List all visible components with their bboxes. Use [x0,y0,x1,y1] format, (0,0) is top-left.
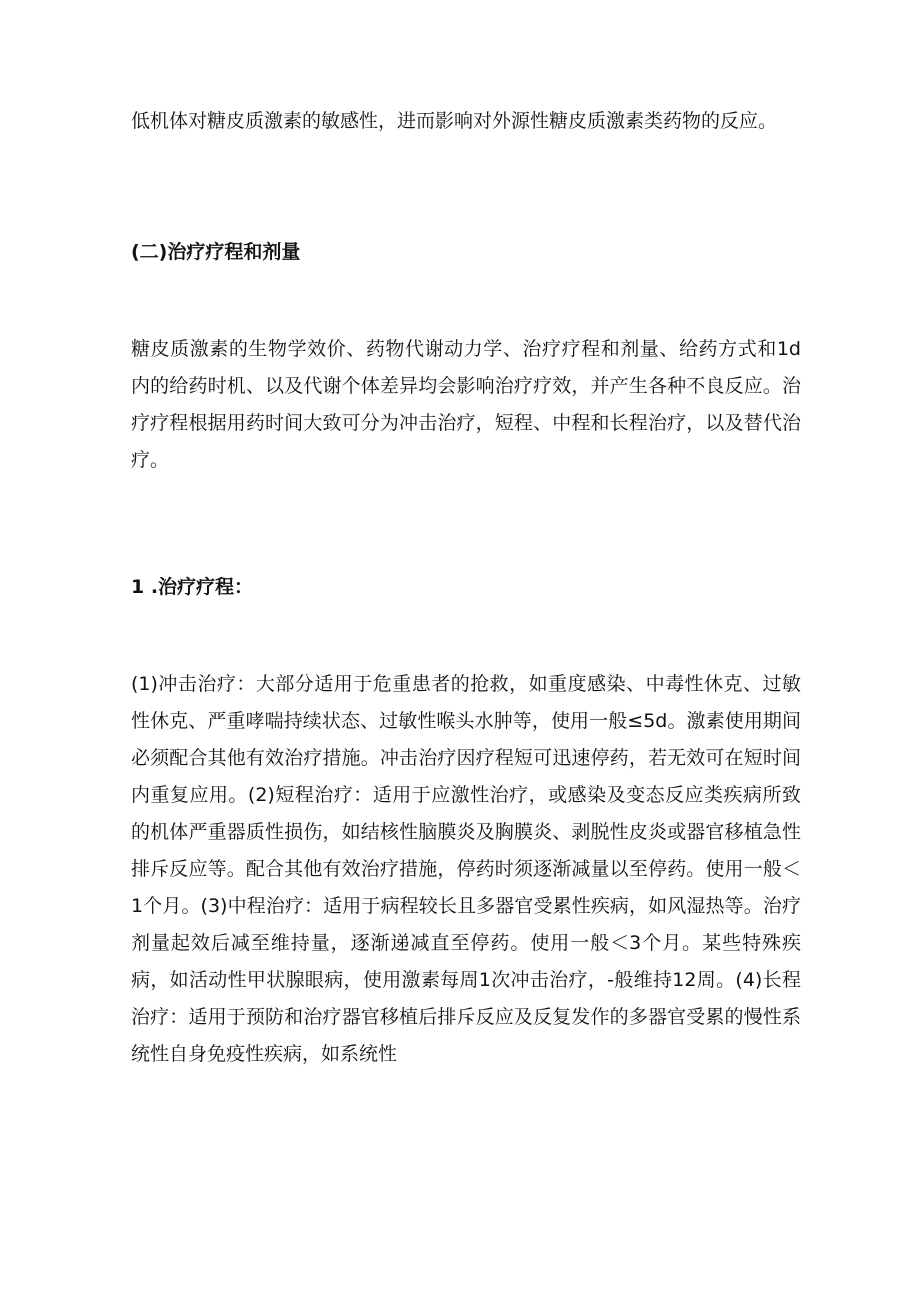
section-heading: (二)治疗疗程和剂量 [131,241,301,263]
course-paragraph: (1)冲击治疗：大部分适用于危重患者的抢救，如重度感染、中毒性休克、过敏性休克、严重哮喘持续状态、过敏性喉头水肿等，使用一般≤5d。激素使用期间必须配合其他有效治疗措施。冲击治疗因疗程短可迅速停药，若无效可在短时间内重复应用。(2)短程治疗：适用于应激性治疗，或感染及变态反应类疾病所致的机体严重器质性损伤，如结核性脑膜炎及胸膜炎、剥脱性皮炎或器官移植急性排斥反应等。配合其他有效治疗措施，停药时须逐渐减量以至停药。使用一般＜1个月。(3)中程治疗：适用于病程较长且多器官受累性疾病，如风湿热等。治疗剂量起效后减至维持量，逐渐递减直至停药。使用一般＜3个月。某些特殊疾病，如活动性甲状腺眼病，使用激素每周1次冲击治疗，-般维持12周。(4)长程治疗：适用于预防和治疗器官移植后排斥反应及反复发作的多器官受累的慢性系统性自身免疫性疾病，如系统性 [131,673,801,1065]
intro-paragraph: 低机体对糖皮质激素的敏感性，进而影响对外源性糖皮质激素类药物的反应。 [131,110,778,132]
subsection-heading: 1 .治疗疗程： [131,576,254,598]
overview-paragraph: 糖皮质激素的生物学效价、药物代谢动力学、治疗疗程和剂量、给药方式和1d内的给药时机、以及代谢个体差异均会影响治疗疗效，并产生各种不良反应。治疗疗程根据用药时间大致可分为冲击治疗，短程、中程和长程治疗，以及替代治疗。 [131,338,801,471]
